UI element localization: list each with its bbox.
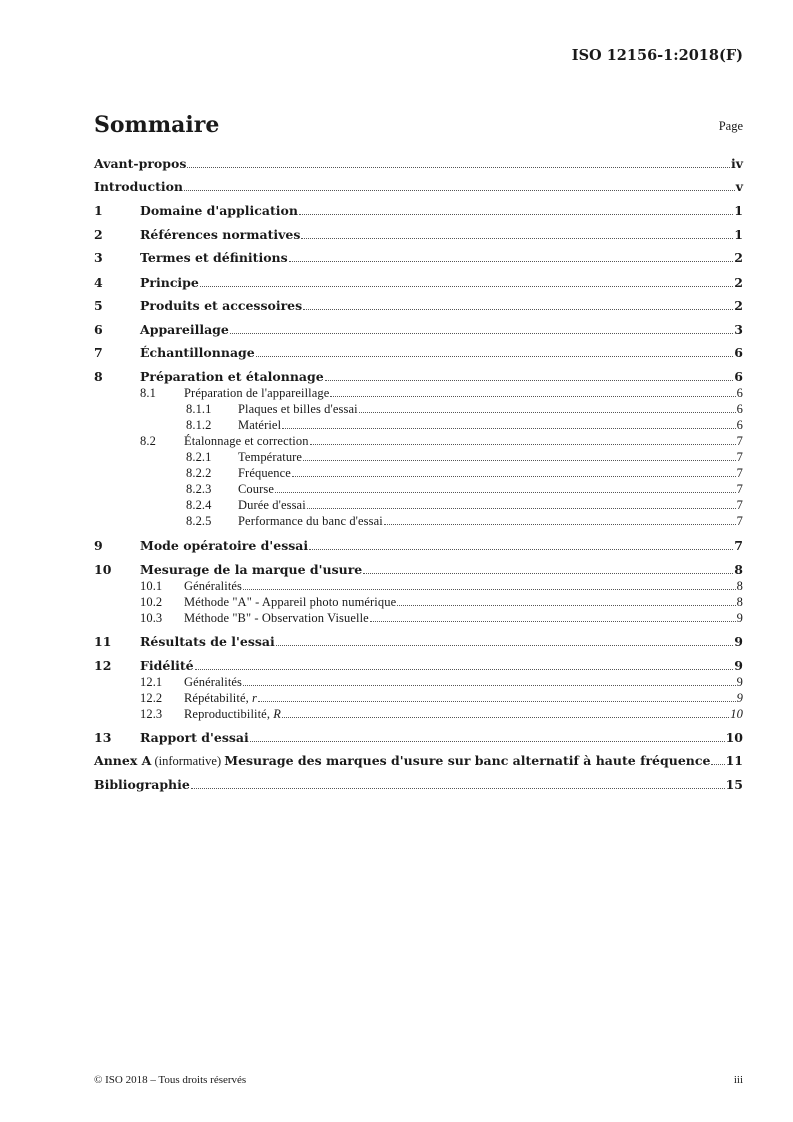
toc-title-text: Répétabilité, xyxy=(184,691,253,705)
toc-title-variable: R xyxy=(273,707,282,721)
toc-leader xyxy=(397,605,735,606)
toc-number: 12.2 xyxy=(140,691,163,705)
toc-page: 6 xyxy=(736,402,743,416)
toc-entry-8-2-4[interactable] xyxy=(94,497,743,513)
toc-number: 8.1 xyxy=(140,386,156,400)
toc-number: 3 xyxy=(94,250,103,265)
toc-leader xyxy=(250,741,725,742)
toc-number: 10.1 xyxy=(140,579,163,593)
toc-entry-clause-7[interactable] xyxy=(94,345,743,361)
toc-leader xyxy=(299,214,733,215)
toc-title: Fidélité xyxy=(140,658,194,673)
toc-leader xyxy=(243,685,736,686)
toc-entry-clause-11[interactable] xyxy=(94,634,743,650)
toc-leader xyxy=(363,573,733,574)
toc-entry-clause-6[interactable] xyxy=(94,322,743,338)
toc-title: Avant-propos xyxy=(94,156,187,171)
toc-page: 3 xyxy=(734,322,743,337)
toc-leader xyxy=(359,412,736,413)
toc-entry-10-1[interactable] xyxy=(94,578,743,594)
toc-number: 12 xyxy=(94,658,112,673)
toc-number: 7 xyxy=(94,345,103,360)
document-id: ISO 12156-1:2018(F) xyxy=(571,47,743,64)
toc-title-variable: r xyxy=(252,691,258,705)
page-column-label: Page xyxy=(718,119,743,133)
toc-title: Résultats de l'essai xyxy=(140,634,275,649)
toc-title: Plaques et billes d'essai xyxy=(238,402,358,416)
toc-page: 10 xyxy=(725,730,743,745)
toc-leader xyxy=(256,356,734,357)
toc-entry-10-3[interactable] xyxy=(94,610,743,626)
toc-entry-clause-12[interactable] xyxy=(94,658,743,674)
toc-leader xyxy=(292,476,736,477)
toc-entry-12-1[interactable] xyxy=(94,674,743,690)
toc-page: 7 xyxy=(736,498,743,512)
toc-page: 7 xyxy=(734,538,743,553)
toc-entry-clause-9[interactable] xyxy=(94,538,743,554)
toc-title: Température xyxy=(238,450,303,464)
toc-page: 2 xyxy=(734,298,743,313)
toc-number: 10.2 xyxy=(140,595,163,609)
toc-page: iv xyxy=(730,156,743,171)
toc-title: Méthode "A" - Appareil photo numérique xyxy=(184,595,397,609)
toc-leader xyxy=(258,701,736,702)
toc-leader xyxy=(187,167,730,168)
toc-page: 8 xyxy=(736,595,743,609)
toc-title: Mode opératoire d'essai xyxy=(140,538,309,553)
toc-title xyxy=(184,690,257,706)
toc-entry-12-2[interactable] xyxy=(94,690,743,706)
toc-entry-8-2-1[interactable] xyxy=(94,449,743,465)
toc-leader xyxy=(307,508,736,509)
toc-entry-8-2-2[interactable] xyxy=(94,465,743,481)
toc-entry-8-1-1[interactable] xyxy=(94,401,743,417)
toc-leader xyxy=(200,286,733,287)
toc-page: 7 xyxy=(736,434,743,448)
footer-page-number: iii xyxy=(733,1074,743,1086)
toc-page: v xyxy=(735,179,743,194)
toc-leader xyxy=(243,589,736,590)
toc-entry-8-2-5[interactable] xyxy=(94,513,743,529)
toc-title: Généralités xyxy=(184,675,243,689)
toc-page: 7 xyxy=(736,482,743,496)
toc-title: Introduction xyxy=(94,179,184,194)
toc-number: 11 xyxy=(94,634,112,649)
toc-page: 9 xyxy=(736,691,743,705)
toc-entry-12-3[interactable] xyxy=(94,706,743,722)
toc-page: 6 xyxy=(734,369,743,384)
toc-leader xyxy=(325,380,734,381)
toc-number: 8.2 xyxy=(140,434,156,448)
toc-title: Produits et accessoires xyxy=(140,298,303,313)
toc-title: Préparation et étalonnage xyxy=(140,369,324,384)
toc-leader xyxy=(309,549,733,550)
toc-leader xyxy=(301,238,733,239)
page-title: Sommaire xyxy=(94,112,220,138)
toc-page: 6 xyxy=(734,345,743,360)
toc-leader xyxy=(384,524,736,525)
toc-leader xyxy=(195,669,734,670)
toc-number: 6 xyxy=(94,322,103,337)
toc-leader xyxy=(276,645,734,646)
toc-number: 8.1.1 xyxy=(186,402,212,416)
toc-number: 1 xyxy=(94,203,103,218)
toc-entry-avant-propos[interactable] xyxy=(94,156,743,172)
toc-page: 6 xyxy=(736,418,743,432)
toc-entry-bibliographie[interactable] xyxy=(94,777,743,793)
toc-page: 9 xyxy=(734,634,743,649)
toc-title: Mesurage de la marque d'usure xyxy=(140,562,363,577)
toc-number: 10.3 xyxy=(140,611,163,625)
toc-entry-annex-a[interactable] xyxy=(94,753,743,769)
toc-number: 12.3 xyxy=(140,707,163,721)
toc-entry-clause-3[interactable] xyxy=(94,250,743,266)
toc-title: Appareillage xyxy=(140,322,229,337)
toc-title: Étalonnage et correction xyxy=(184,434,309,448)
toc-leader xyxy=(289,261,734,262)
toc-entry-clause-5[interactable] xyxy=(94,298,743,314)
toc-page: 6 xyxy=(736,386,743,400)
toc-title xyxy=(184,706,281,722)
toc-number: 10 xyxy=(94,562,112,577)
annex-label: Annex A xyxy=(94,753,152,768)
toc-leader xyxy=(303,460,736,461)
toc-page: 9 xyxy=(736,675,743,689)
toc-leader xyxy=(282,428,736,429)
toc-page: 9 xyxy=(736,611,743,625)
toc-page: 11 xyxy=(725,753,743,768)
toc-entry-8-1[interactable] xyxy=(94,385,743,401)
toc-page: 7 xyxy=(736,450,743,464)
toc-title: Préparation de l'appareillage xyxy=(184,386,330,400)
toc-entry-clause-13[interactable] xyxy=(94,730,743,746)
toc-page: 2 xyxy=(734,275,743,290)
toc-page: 1 xyxy=(734,227,743,242)
toc-number: 9 xyxy=(94,538,103,553)
annex-type: (informative) xyxy=(151,754,225,768)
toc-title: Domaine d'application xyxy=(140,203,298,218)
toc-title: Course xyxy=(238,482,275,496)
toc-number: 13 xyxy=(94,730,112,745)
toc-entry-introduction[interactable] xyxy=(94,179,743,195)
toc-page: 9 xyxy=(734,658,743,673)
toc-number: 8.2.4 xyxy=(186,498,212,512)
toc-entry-clause-8[interactable] xyxy=(94,369,743,385)
toc-page: 7 xyxy=(736,466,743,480)
toc-leader xyxy=(275,492,736,493)
toc-entry-clause-4[interactable] xyxy=(94,275,743,291)
toc-title: Fréquence xyxy=(238,466,291,480)
toc-title-text: Reproductibilité, xyxy=(184,707,274,721)
toc-title: Matériel xyxy=(238,418,282,432)
toc-page: 8 xyxy=(734,562,743,577)
toc-leader xyxy=(230,333,733,334)
toc-number: 8 xyxy=(94,369,103,384)
toc-title: Références normatives xyxy=(140,227,301,242)
toc-number: 8.2.3 xyxy=(186,482,212,496)
toc-leader xyxy=(711,764,724,765)
toc-number: 8.2.2 xyxy=(186,466,212,480)
toc-title: Méthode "B" - Observation Visuelle xyxy=(184,611,369,625)
toc-entry-clause-10[interactable] xyxy=(94,562,743,578)
toc-title: Durée d'essai xyxy=(238,498,306,512)
footer-copyright: © ISO 2018 – Tous droits réservés xyxy=(94,1074,247,1086)
toc-title: Bibliographie xyxy=(94,777,190,792)
toc-page: 15 xyxy=(725,777,743,792)
toc-entry-8-2[interactable] xyxy=(94,433,743,449)
toc-number: 4 xyxy=(94,275,103,290)
annex-title: Mesurage des marques d'usure sur banc alternatif à haute fréquence xyxy=(224,753,711,768)
toc-page: 8 xyxy=(736,579,743,593)
toc-leader xyxy=(191,788,725,789)
toc-title: Échantillonnage xyxy=(140,345,255,360)
toc-number: 8.1.2 xyxy=(186,418,212,432)
toc-page: 7 xyxy=(736,514,743,528)
toc-leader xyxy=(330,396,735,397)
toc-title: Rapport d'essai xyxy=(140,730,249,745)
toc-page: 2 xyxy=(734,250,743,265)
toc-title: Termes et définitions xyxy=(140,250,288,265)
toc-number: 2 xyxy=(94,227,103,242)
toc-number: 12.1 xyxy=(140,675,163,689)
toc-entry-8-2-3[interactable] xyxy=(94,481,743,497)
toc-title: Principe xyxy=(140,275,199,290)
toc-page: 10 xyxy=(730,707,743,721)
toc-number: 5 xyxy=(94,298,103,313)
toc-entry-clause-1[interactable] xyxy=(94,203,743,219)
toc-title: Performance du banc d'essai xyxy=(238,514,383,528)
toc-leader xyxy=(370,621,736,622)
toc-leader xyxy=(310,444,736,445)
toc-entry-8-1-2[interactable] xyxy=(94,417,743,433)
toc-leader xyxy=(184,190,735,191)
toc-title xyxy=(94,753,710,769)
toc-entry-10-2[interactable] xyxy=(94,594,743,610)
toc-leader xyxy=(282,717,729,718)
toc-entry-clause-2[interactable] xyxy=(94,227,743,243)
toc-number: 8.2.5 xyxy=(186,514,212,528)
toc-leader xyxy=(303,309,733,310)
toc-page: 1 xyxy=(734,203,743,218)
toc-title: Généralités xyxy=(184,579,243,593)
toc-number: 8.2.1 xyxy=(186,450,212,464)
